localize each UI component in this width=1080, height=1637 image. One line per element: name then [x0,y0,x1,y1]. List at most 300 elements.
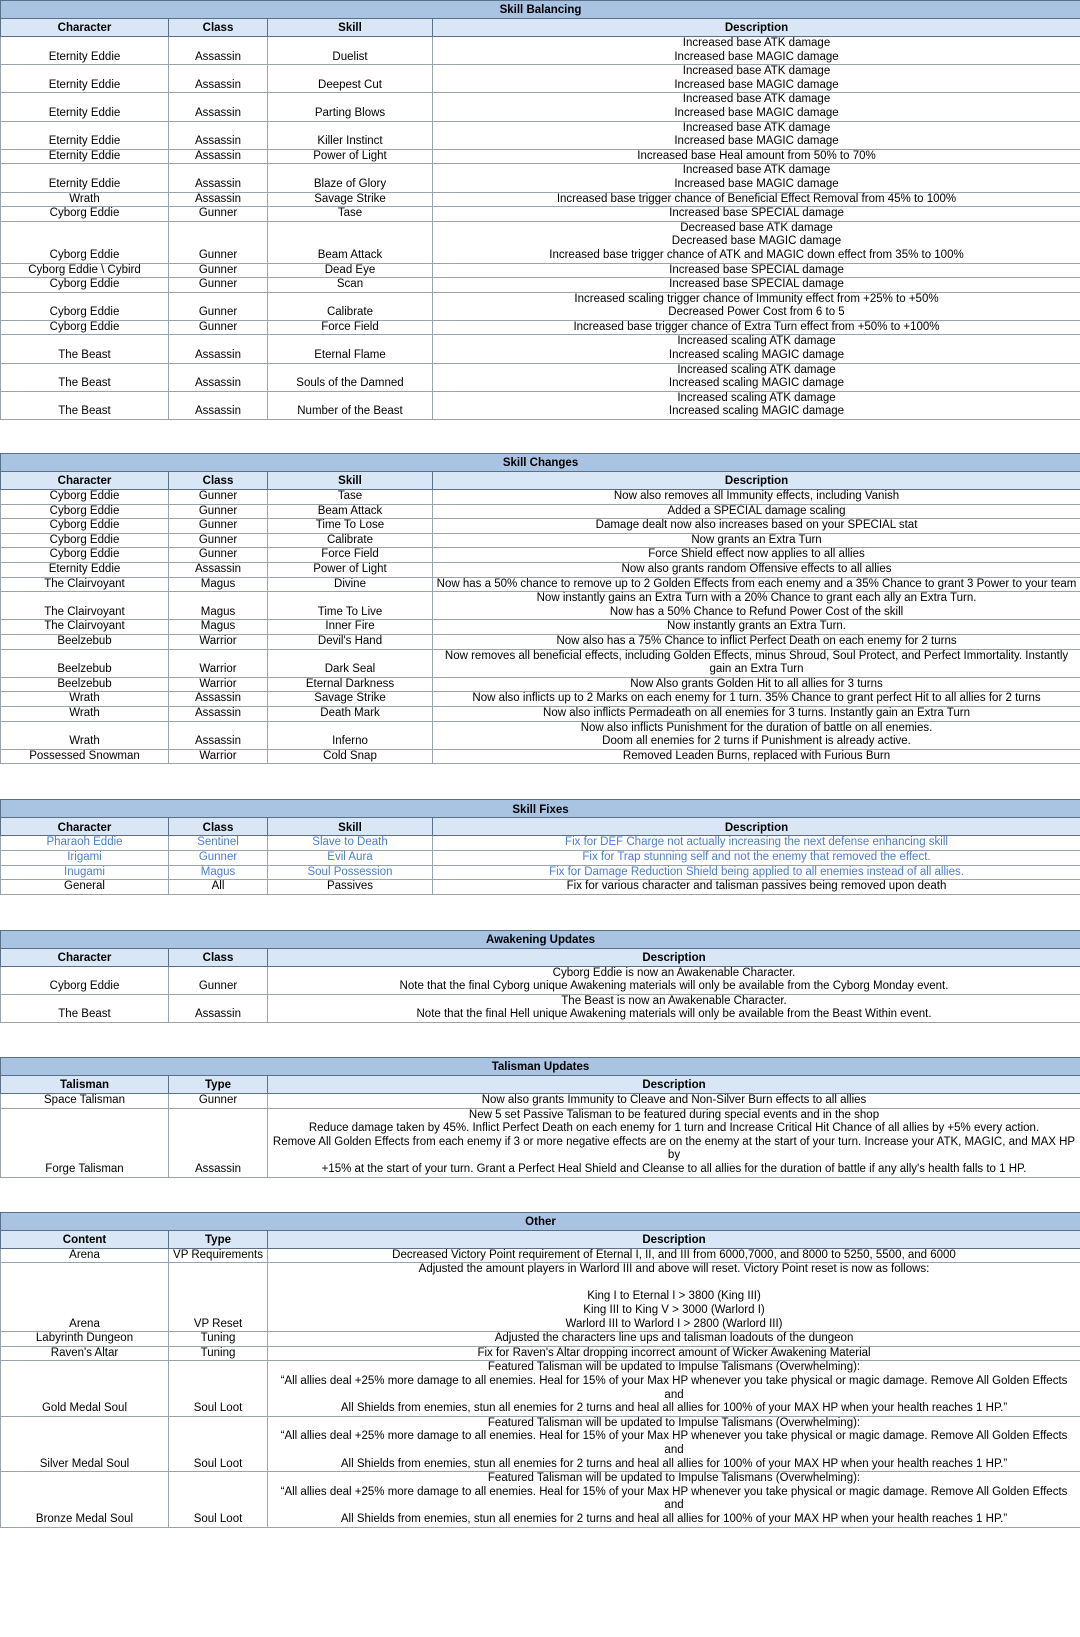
table-row [1,490,1080,505]
table-row [1,577,1080,592]
cell-skill: Duelist [268,37,433,65]
cell-name: Arena [1,1263,169,1332]
table-row [1,1108,1080,1177]
section-title: Skill Fixes [1,800,1080,818]
skill-balancing-section [0,0,1080,420]
cell-name: Cyborg Eddie [1,292,169,320]
cell-description [433,65,1080,93]
cell-name[interactable]: Inugami [1,865,169,880]
cell-skill: Death Mark [268,706,433,721]
cell-description[interactable] [433,850,1080,865]
description-line: Increased base SPECIAL damage [669,278,844,291]
cell-description [433,207,1080,222]
table-row [1,966,1080,994]
cell-description [433,649,1080,677]
cell-name: Eternity Eddie [1,164,169,192]
cell-name: Arena [1,1248,169,1263]
cell-skill: Souls of the Damned [268,363,433,391]
cell-skill: Power of Light [268,149,433,164]
skill-balancing-table [0,0,1080,420]
cell-skill: Deepest Cut [268,65,433,93]
description-line: Decreased Victory Point requirement of Eternal I, II, and III from 6000,7000, and 8000 to 5250, 5500, and 6000 [392,1248,956,1261]
description-line: Now also has a 75% Chance to inflict Perfect Death on each enemy for 2 turns [556,634,957,647]
table-row [1,1472,1080,1527]
description-line: Warlord III to Warlord I > 2800 (Warlord III) [565,1317,783,1330]
table-row [1,548,1080,563]
cell-name: Wrath [1,706,169,721]
other-section [0,1212,1080,1528]
section-title: Skill Changes [1,454,1080,472]
description-line: Fix for DEF Charge not actually increasing the next defense enhancing skill [565,836,948,849]
description-line: Increased base MAGIC damage [674,78,839,91]
description-line: Now also inflicts Permadeath on all enemies for 3 turns. Instantly gain an Extra Turn [543,706,971,719]
cell-skill: Power of Light [268,563,433,578]
cell-name: The Clairvoyant [1,592,169,620]
cell-name: Silver Medal Soul [1,1416,169,1471]
table-row [1,706,1080,721]
cell-type: Soul Loot [169,1361,268,1416]
cell-type: Gunner [169,519,268,534]
cell-skill: Parting Blows [268,93,433,121]
description-line: Increased base MAGIC damage [674,177,839,190]
cell-skill: Beam Attack [268,221,433,263]
cell-skill: Scan [268,278,433,293]
talisman-updates-table [0,1057,1080,1178]
cell-description [433,620,1080,635]
table-row [1,850,1080,865]
description-line: New 5 set Passive Talisman to be featured during special events and in the shop [468,1108,880,1121]
talisman-updates-section [0,1057,1080,1178]
cell-skill: Force Field [268,548,433,563]
description-line: Added a SPECIAL damage scaling [667,504,846,517]
column-header: Skill [268,472,433,490]
cell-name: Cyborg Eddie [1,519,169,534]
cell-type: Tuning [169,1332,268,1347]
table-row [1,221,1080,263]
cell-description [433,93,1080,121]
cell-description [268,1108,1080,1177]
cell-skill: Inner Fire [268,620,433,635]
description-line: Increased base ATK damage [682,121,831,134]
cell-description [433,533,1080,548]
cell-description [268,1094,1080,1109]
description-line: Now also grants Immunity to Cleave and Non-Silver Burn effects to all allies [481,1094,867,1107]
cell-description [268,1361,1080,1416]
description-line: Note that the final Hell unique Awakening materials will only be available from the Beast Within event. [416,1008,932,1021]
description-line: Increased base MAGIC damage [674,50,839,63]
cell-description [433,504,1080,519]
awakening-updates-section [0,930,1080,1023]
cell-description [433,548,1080,563]
cell-type: Warrior [169,649,268,677]
cell-name: Cyborg Eddie [1,490,169,505]
cell-skill: Tase [268,490,433,505]
table-row [1,620,1080,635]
column-header: Class [169,19,268,37]
table-row [1,692,1080,707]
table-row [1,207,1080,222]
section-title: Awakening Updates [1,930,1080,948]
cell-description [433,692,1080,707]
cell-description [433,490,1080,505]
description-line: Now removes all beneficial effects, including Golden Effects, minus Shroud, Soul Protect, and Perfect Immortality. Instantly [444,649,1069,662]
cell-description [433,335,1080,363]
cell-description [433,634,1080,649]
cell-description [268,1332,1080,1347]
description-line: Now instantly grants an Extra Turn. [667,620,846,633]
description-line: Adjusted the characters line ups and talisman loadouts of the dungeon [494,1332,854,1345]
table-row [1,504,1080,519]
cell-description [433,677,1080,692]
cell-name[interactable]: Pharaoh Eddie [1,836,169,851]
cell-name: Possessed Snowman [1,749,169,764]
table-row [1,320,1080,335]
cell-name: Eternity Eddie [1,121,169,149]
cell-type: Assassin [169,363,268,391]
cell-name: Beelzebub [1,634,169,649]
cell-type: Assassin [169,1108,268,1177]
cell-skill: Calibrate [268,533,433,548]
cell-name: Cyborg Eddie \ Cybird [1,263,169,278]
column-header: Character [1,818,169,836]
cell-name: Space Talisman [1,1094,169,1109]
table-row [1,519,1080,534]
cell-description [433,278,1080,293]
table-row [1,836,1080,851]
cell-skill: Time To Live [268,592,433,620]
cell-type: Gunner [169,966,268,994]
column-header: Description [433,818,1080,836]
cell-skill: Eternal Flame [268,335,433,363]
description-line: Featured Talisman will be updated to Impulse Talismans (Overwhelming): [487,1361,861,1374]
column-header: Description [433,472,1080,490]
cell-type: Gunner [169,504,268,519]
cell-name: General [1,880,169,895]
cell-description [433,880,1080,895]
cell-type: Assassin [169,149,268,164]
description-line: Decreased base ATK damage [680,221,833,234]
section-spacer [0,1178,1080,1212]
cell-description [433,749,1080,764]
description-line: Fix for Damage Reduction Shield being applied to all enemies instead of all allies. [549,865,964,878]
description-line: Increased base ATK damage [682,37,831,49]
description-line: Increased base trigger chance of ATK and MAGIC down effect from 35% to 100% [549,248,964,261]
description-line: Now also grants random Offensive effects to all allies [621,563,892,575]
description-line: Increased scaling ATK damage [677,363,836,376]
table-row [1,749,1080,764]
table-row [1,1263,1080,1332]
description-line: Cyborg Eddie is now an Awakenable Character. [552,966,796,979]
cell-type: Magus [169,620,268,635]
cell-name: Forge Talisman [1,1108,169,1177]
cell-skill: Eternal Darkness [268,677,433,692]
cell-description [433,263,1080,278]
other-table [0,1212,1080,1528]
cell-skill: Savage Strike [268,692,433,707]
cell-type: Assassin [169,706,268,721]
description-line: Reduce damage taken by 45%. Inflict Perfect Death on each enemy for 1 turn and Increase Critical Hit Chance of all allies by +5% every action. [308,1122,1040,1135]
cell-skill: Divine [268,577,433,592]
column-header: Type [169,1076,268,1094]
cell-type: Tuning [169,1346,268,1361]
description-line: Increased base Heal amount from 50% to 70% [637,149,876,162]
cell-type: Assassin [169,692,268,707]
cell-type: Assassin [169,93,268,121]
column-header: Skill [268,818,433,836]
cell-name: Beelzebub [1,677,169,692]
cell-skill: Force Field [268,320,433,335]
column-header: Character [1,472,169,490]
table-row [1,634,1080,649]
description-line: “All allies deal +25% more damage to all enemies. Heal for 15% of your Max HP whenever you take physical or magic damage. Remove All Golden Effects and [280,1374,1068,1401]
description-line: Increased scaling ATK damage [677,335,836,348]
cell-type: Assassin [169,335,268,363]
description-line: Now also inflicts up to 2 Marks on each enemy for 1 turn. 35% Chance to grant perfect Hit to all allies for 2 turns [472,692,1041,705]
description-line: Fix for various character and talisman passives being removed upon death [566,880,947,893]
description-line: Increased scaling MAGIC damage [668,377,845,390]
cell-type: Assassin [169,121,268,149]
column-header: Description [268,948,1080,966]
description-line: Force Shield effect now applies to all allies [648,548,865,561]
awakening-updates-table [0,930,1080,1023]
table-row [1,93,1080,121]
description-line: Now Also grants Golden Hit to all allies for 3 turns [630,677,883,690]
cell-type[interactable]: Sentinel [169,836,268,851]
description-line: Now has a 50% chance to remove up to 2 Golden Effects from each enemy and a 35% Chance to grant 3 Power to your team [436,577,1077,590]
description-line: Increased base trigger chance of Extra Turn effect from +50% to +100% [573,320,940,333]
cell-skill: Inferno [268,721,433,749]
cell-description [433,363,1080,391]
cell-description [433,592,1080,620]
cell-type: Soul Loot [169,1416,268,1471]
cell-skill: Tase [268,207,433,222]
cell-skill[interactable]: Evil Aura [268,850,433,865]
description-line: Now has a 50% Chance to Refund Power Cost of the skill [609,605,904,618]
cell-type: All [169,880,268,895]
cell-description [433,721,1080,749]
section-title: Skill Balancing [1,1,1080,19]
cell-skill: Time To Lose [268,519,433,534]
table-row [1,149,1080,164]
section-title: Talisman Updates [1,1058,1080,1076]
cell-name[interactable]: Irigami [1,850,169,865]
description-line: King III to King V > 3000 (Warlord I) [583,1304,765,1316]
cell-name: Labyrinth Dungeon [1,1332,169,1347]
cell-description[interactable] [433,836,1080,851]
cell-skill: Dead Eye [268,263,433,278]
cell-type: Gunner [169,292,268,320]
section-spacer [0,1023,1080,1057]
column-header: Class [169,472,268,490]
cell-type: Warrior [169,677,268,692]
cell-skill: Dark Seal [268,649,433,677]
description-line: Increased base ATK damage [682,164,831,177]
cell-type: Gunner [169,207,268,222]
table-row [1,292,1080,320]
column-header: Character [1,948,169,966]
cell-type: Gunner [169,533,268,548]
cell-skill[interactable]: Slave to Death [268,836,433,851]
cell-description [268,1346,1080,1361]
cell-description [433,37,1080,65]
table-row [1,1346,1080,1361]
cell-skill: Beam Attack [268,504,433,519]
description-line: Remove All Golden Effects from each enemy if 3 or more negative effects are on the enemy at the start of your turn. Increase your ATK, MAGIC, and MAX HP by [272,1135,1076,1162]
description-line: Increased base ATK damage [682,65,831,78]
description-line: Damage dealt now also increases based on your SPECIAL stat [595,519,918,532]
cell-type: Gunner [169,278,268,293]
description-line: gain an Extra Turn [709,663,804,676]
description-line: The Beast is now an Awakenable Character. [561,994,787,1007]
description-line: Increased base SPECIAL damage [669,263,844,276]
description-line: Removed Leaden Burns, replaced with Furious Burn [622,749,891,762]
cell-name: The Beast [1,363,169,391]
description-line: King I to Eternal I > 3800 (King III) [587,1290,761,1303]
description-line: +15% at the start of your turn. Grant a Perfect Heal Shield and Cleanse to all allies for the duration of battle if any ally's health falls to 1 HP. [321,1163,1027,1176]
cell-skill: Savage Strike [268,192,433,207]
cell-type: Assassin [169,721,268,749]
table-row [1,1361,1080,1416]
description-line: Increased base MAGIC damage [674,106,839,119]
cell-name: Beelzebub [1,649,169,677]
table-row [1,192,1080,207]
cell-type: VP Reset [169,1263,268,1332]
section-spacer [0,420,1080,453]
column-header: Description [433,19,1080,37]
cell-description [433,149,1080,164]
cell-description [433,121,1080,149]
cell-description [433,221,1080,263]
description-line: Fix for Raven's Altar dropping incorrect amount of Wicker Awakening Material [477,1346,871,1359]
description-line: Featured Talisman will be updated to Impulse Talismans (Overwhelming): [487,1472,861,1485]
description-line: “All allies deal +25% more damage to all enemies. Heal for 15% of your Max HP whenever you take physical or magic damage. Remove All Golden Effects and [280,1430,1068,1456]
cell-description [433,577,1080,592]
cell-type: Assassin [169,65,268,93]
description-line: All Shields from enemies, stun all enemies for 2 turns and heal all allies for 100% of your MAX HP when your health reaches 1 HP.” [340,1457,1008,1470]
cell-name: Cyborg Eddie [1,548,169,563]
cell-type: Gunner [169,490,268,505]
table-row [1,721,1080,749]
cell-name: Cyborg Eddie [1,966,169,994]
cell-description [433,292,1080,320]
column-header: Skill [268,19,433,37]
table-row [1,263,1080,278]
table-row [1,1416,1080,1471]
cell-description [268,966,1080,994]
description-line: Increased base SPECIAL damage [669,207,844,220]
section-spacer [0,764,1080,799]
cell-type: Assassin [169,164,268,192]
cell-skill: Cold Snap [268,749,433,764]
table-row [1,865,1080,880]
table-row [1,363,1080,391]
cell-description [433,519,1080,534]
cell-name: Wrath [1,192,169,207]
description-line: Decreased Power Cost from 6 to 5 [668,306,845,319]
cell-type: Magus [169,577,268,592]
cell-name: Raven's Altar [1,1346,169,1361]
description-line: Increased scaling MAGIC damage [668,349,845,362]
cell-description [433,164,1080,192]
table-row [1,592,1080,620]
cell-name: The Clairvoyant [1,577,169,592]
table-row [1,335,1080,363]
description-line: Adjusted the amount players in Warlord III and above will reset. Victory Point reset is now as follows: [418,1263,930,1276]
cell-type: Assassin [169,994,268,1022]
cell-description [433,706,1080,721]
table-row [1,649,1080,677]
cell-type[interactable]: Gunner [169,850,268,865]
table-row [1,677,1080,692]
cell-description [433,391,1080,419]
cell-name: Bronze Medal Soul [1,1472,169,1527]
cell-name: Cyborg Eddie [1,504,169,519]
cell-name: Eternity Eddie [1,93,169,121]
cell-description[interactable] [433,865,1080,880]
cell-type[interactable]: Magus [169,865,268,880]
cell-name: The Beast [1,994,169,1022]
description-line: Now also inflicts Punishment for the duration of battle on all enemies. [580,721,933,734]
description-line: Increased scaling trigger chance of Immunity effect from +25% to +50% [574,292,939,305]
description-line: Featured Talisman will be updated to Impulse Talismans (Overwhelming): [487,1416,861,1429]
description-line: Increased base ATK damage [682,93,831,106]
cell-name: Cyborg Eddie [1,533,169,548]
cell-name: Cyborg Eddie [1,278,169,293]
description-line: Now grants an Extra Turn [691,533,822,546]
cell-name: Gold Medal Soul [1,1361,169,1416]
cell-name: Cyborg Eddie [1,320,169,335]
description-line: Now also removes all Immunity effects, including Vanish [613,490,900,503]
table-row [1,121,1080,149]
cell-skill: Calibrate [268,292,433,320]
description-line: All Shields from enemies, stun all enemies for 2 turns and heal all allies for 100% of your MAX HP when your health reaches 1 HP.” [340,1402,1008,1415]
cell-skill: Devil's Hand [268,634,433,649]
cell-name: The Beast [1,391,169,419]
cell-skill: Passives [268,880,433,895]
table-row [1,37,1080,65]
cell-name: Eternity Eddie [1,149,169,164]
cell-type: Gunner [169,263,268,278]
description-line: All Shields from enemies, stun all enemies for 2 turns and heal all allies for 100% of your MAX HP when your health reaches 1 HP.” [340,1512,1008,1525]
cell-description [268,994,1080,1022]
description-line: “All allies deal +25% more damage to all enemies. Heal for 15% of your Max HP whenever you take physical or magic damage. Remove All Golden Effects and [280,1485,1068,1512]
cell-type: Soul Loot [169,1472,268,1527]
table-row [1,533,1080,548]
cell-description [268,1263,1080,1332]
cell-name: Eternity Eddie [1,65,169,93]
cell-description [433,192,1080,207]
table-row [1,1248,1080,1263]
table-row [1,391,1080,419]
description-line: Increased scaling MAGIC damage [668,405,845,418]
cell-skill: Killer Instinct [268,121,433,149]
cell-type: Gunner [169,1094,268,1109]
cell-type: Assassin [169,37,268,65]
table-row [1,994,1080,1022]
description-line: Decreased base MAGIC damage [671,235,842,248]
table-row [1,164,1080,192]
column-header: Description [268,1230,1080,1248]
cell-name: Cyborg Eddie [1,207,169,222]
cell-type: Magus [169,592,268,620]
cell-type: VP Requirements [169,1248,268,1263]
cell-type: Assassin [169,192,268,207]
cell-skill: Blaze of Glory [268,164,433,192]
description-line: Doom all enemies for 2 turns if Punishment is already active. [602,735,911,748]
cell-skill[interactable]: Soul Possession [268,865,433,880]
table-row [1,65,1080,93]
description-line: Increased scaling ATK damage [677,391,836,404]
